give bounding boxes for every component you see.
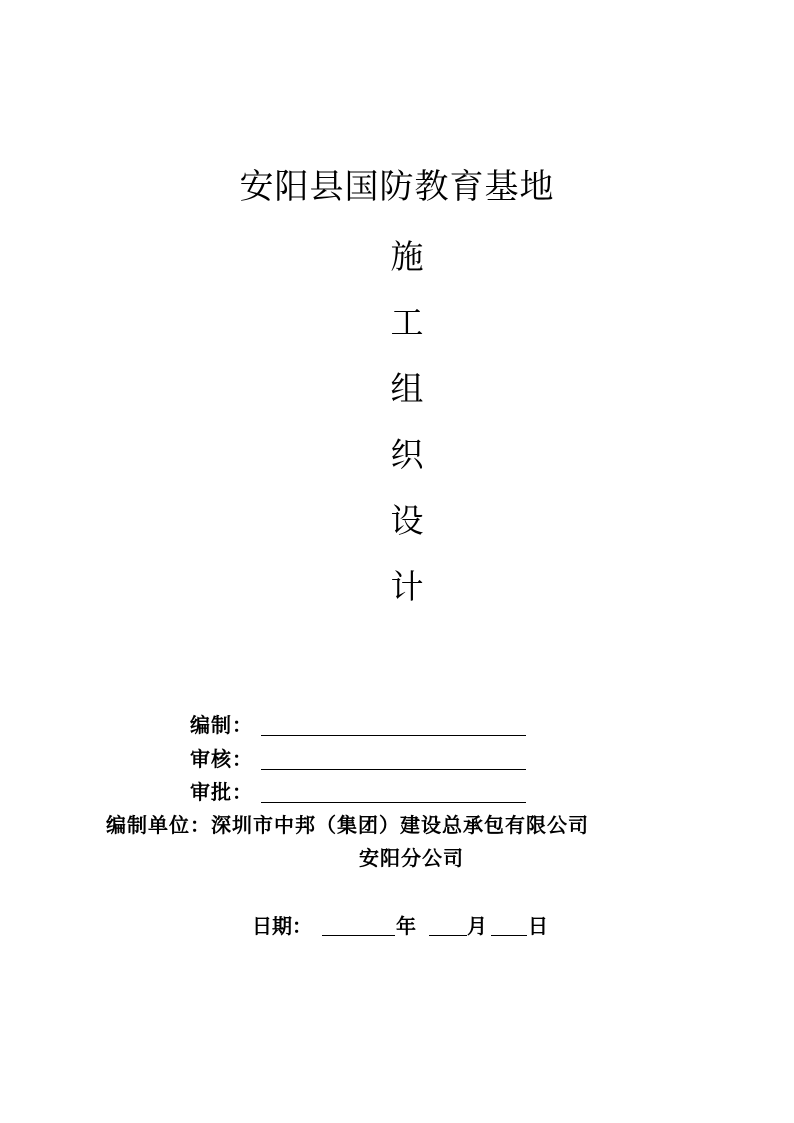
month-label: 月 [467,914,487,938]
compile-signature-row [190,710,530,740]
vertical-title-char-3: 组 [390,369,424,408]
date-label: 日期： [252,914,312,938]
month-blank-line [429,935,467,936]
approve-signature-line [261,802,526,803]
review-signature-line [261,769,526,770]
vertical-title-char-6: 计 [390,567,424,606]
year-blank-line [322,935,395,936]
approve-label: 审批： [190,780,253,804]
year-label: 年 [396,914,416,938]
vertical-title-char-2: 工 [390,303,424,342]
organization-line-1: 编制单位：深圳市中邦（集团）建设总承包有限公司 [106,813,589,837]
review-signature-row [190,744,530,774]
vertical-title-char-1: 施 [390,237,424,276]
day-label: 日 [528,914,548,938]
document-title: 安阳县国防教育基地 [239,167,555,207]
date-row [252,910,572,942]
organization-line-2: 安阳分公司 [359,846,464,870]
approve-signature-row [190,777,530,807]
review-label: 审核： [190,747,253,771]
compile-signature-line [261,735,526,736]
vertical-title-char-4: 织 [390,435,424,474]
vertical-title-char-5: 设 [390,501,424,540]
day-blank-line [491,935,527,936]
compile-label: 编制： [190,713,253,737]
